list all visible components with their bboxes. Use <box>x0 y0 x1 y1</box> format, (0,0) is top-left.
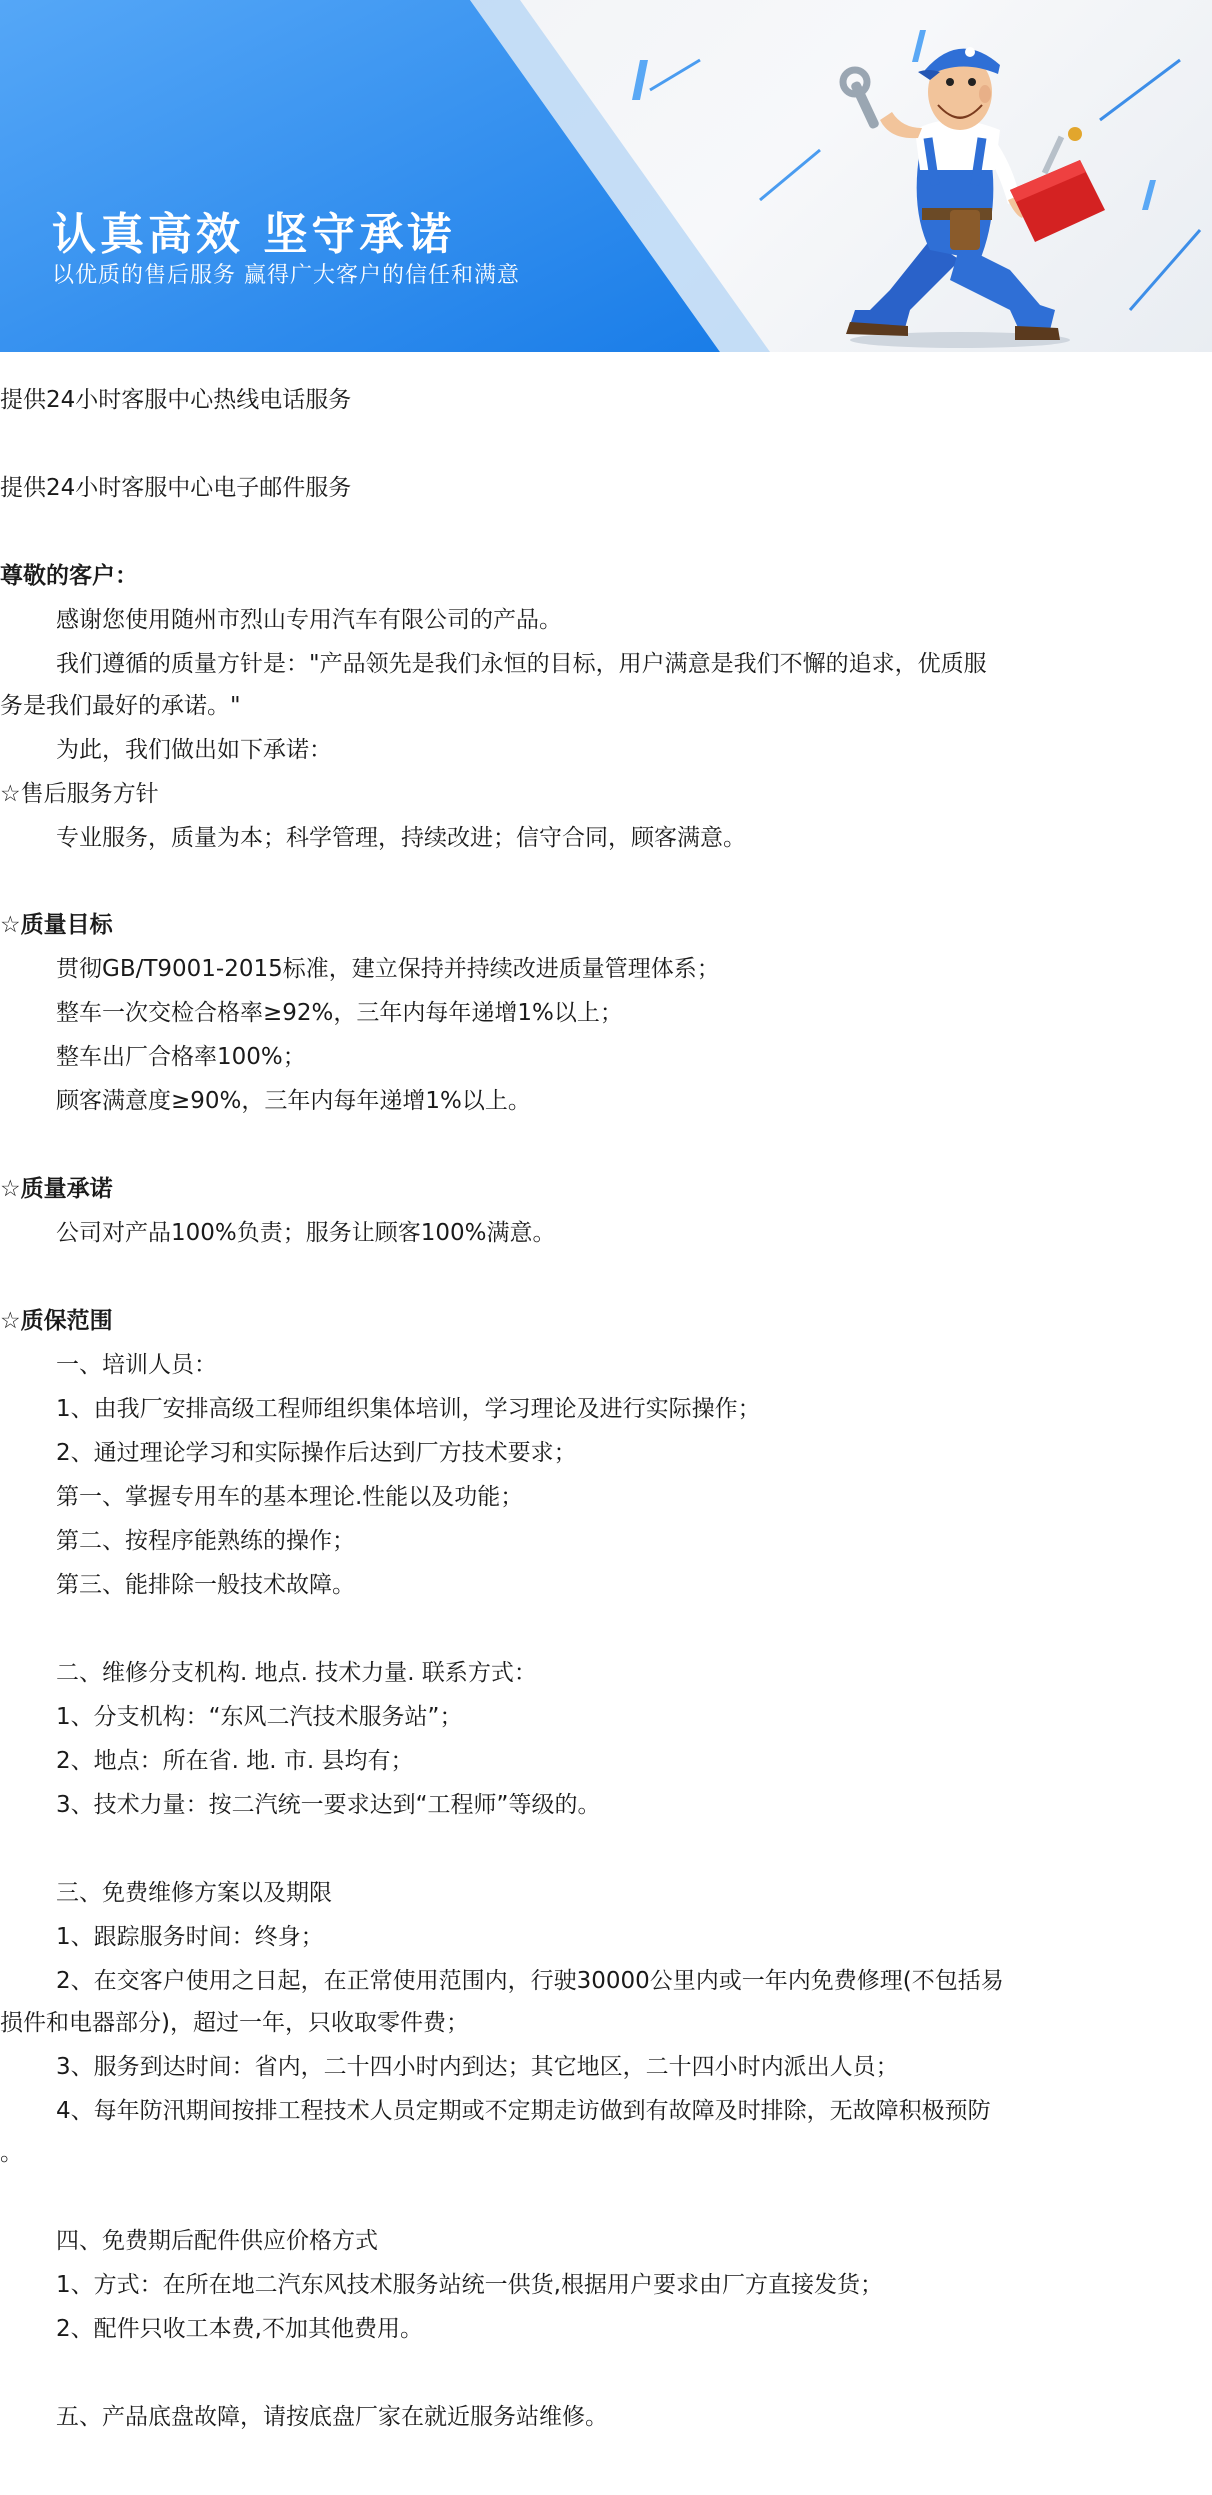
free-repair-heading: 三、免费维修方案以及期限 <box>56 1880 332 1906</box>
quality-goal-item: 整车一次交检合格率≥92%，三年内每年递增1%以上； <box>56 1000 623 1026</box>
commit-intro: 为此，我们做出如下承诺： <box>56 737 332 763</box>
training-item: 第三、能排除一般技术故障。 <box>56 1572 355 1598</box>
warranty-title: ☆质保范围 <box>0 1308 113 1334</box>
quality-goal-item: 贯彻GB/T9001-2015标准，建立保持并持续改进质量管理体系； <box>56 956 720 982</box>
training-item: 第二、按程序能熟练的操作； <box>56 1528 355 1554</box>
quality-goal-item: 整车出厂合格率100%； <box>56 1044 306 1070</box>
policy-line-2: 务是我们最好的承诺。" <box>0 693 241 719</box>
free-repair-item: 3、服务到达时间：省内，二十四小时内到达；其它地区，二十四小时内派出人员； <box>56 2054 899 2080</box>
training-heading: 一、培训人员： <box>56 1352 217 1378</box>
thanks-text: 感谢您使用随州市烈山专用汽车有限公司的产品。 <box>56 607 562 633</box>
banner-subline: 以优质的售后服务 赢得广大客户的信任和满意 <box>52 263 520 288</box>
free-repair-item-cont: 损件和电器部分)，超过一年，只收取零件费； <box>0 2010 469 2036</box>
free-repair-item: 4、每年防汛期间按排工程技术人员定期或不定期走访做到有故障及时排除，无故障积极预防 <box>56 2098 991 2124</box>
training-item: 1、由我厂安排高级工程师组织集体培训，学习理论及进行实际操作； <box>56 1396 761 1422</box>
quality-goal-title: ☆质量目标 <box>0 912 113 938</box>
training-item: 第一、掌握专用车的基本理论.性能以及功能； <box>56 1484 524 1510</box>
email-text: 提供24小时客服中心电子邮件服务 <box>0 475 352 501</box>
training-item: 2、通过理论学习和实际操作后达到厂方技术要求； <box>56 1440 577 1466</box>
mechanic-mascot-icon <box>810 10 1110 350</box>
banner-headline: 认真高效 坚守承诺 <box>52 209 456 260</box>
hero-banner <box>0 0 1212 352</box>
parts-heading: 四、免费期后配件供应价格方式 <box>56 2228 378 2254</box>
aftersales-text: 专业服务，质量为本；科学管理，持续改进；信守合同，顾客满意。 <box>56 825 746 851</box>
quality-goal-item: 顾客满意度≥90%，三年内每年递增1%以上。 <box>56 1088 531 1114</box>
branches-item: 2、地点：所在省. 地. 市. 县均有； <box>56 1748 414 1774</box>
quality-promise-text: 公司对产品100%负责；服务让顾客100%满意。 <box>56 1220 556 1246</box>
parts-item: 1、方式：在所在地二汽东风技术服务站统一供货,根据用户要求由厂方直接发货； <box>56 2272 883 2298</box>
chassis-text: 五、产品底盘故障，请按底盘厂家在就近服务站维修。 <box>56 2404 608 2430</box>
parts-item: 2、配件只收工本费,不加其他费用。 <box>56 2316 423 2342</box>
free-repair-item: 1、跟踪服务时间：终身； <box>56 1924 324 1950</box>
aftersales-title: ☆售后服务方针 <box>0 781 159 807</box>
branches-heading: 二、维修分支机构. 地点. 技术力量. 联系方式： <box>56 1660 537 1686</box>
free-repair-item-cont: 。 <box>0 2140 23 2166</box>
quality-promise-title: ☆质量承诺 <box>0 1176 113 1202</box>
free-repair-item: 2、在交客户使用之日起，在正常使用范围内，行驶30000公里内或一年内免费修理(不包括易 <box>56 1968 1004 1994</box>
branches-item: 3、技术力量：按二汽统一要求达到“工程师”等级的。 <box>56 1792 601 1818</box>
policy-line-1: 我们遵循的质量方针是："产品领先是我们永恒的目标，用户满意是我们不懈的追求，优质服 <box>56 651 987 677</box>
branches-item: 1、分支机构：“东风二汽技术服务站”； <box>56 1704 463 1730</box>
hotline-text: 提供24小时客服中心热线电话服务 <box>0 387 352 413</box>
greeting: 尊敬的客户： <box>0 563 138 589</box>
